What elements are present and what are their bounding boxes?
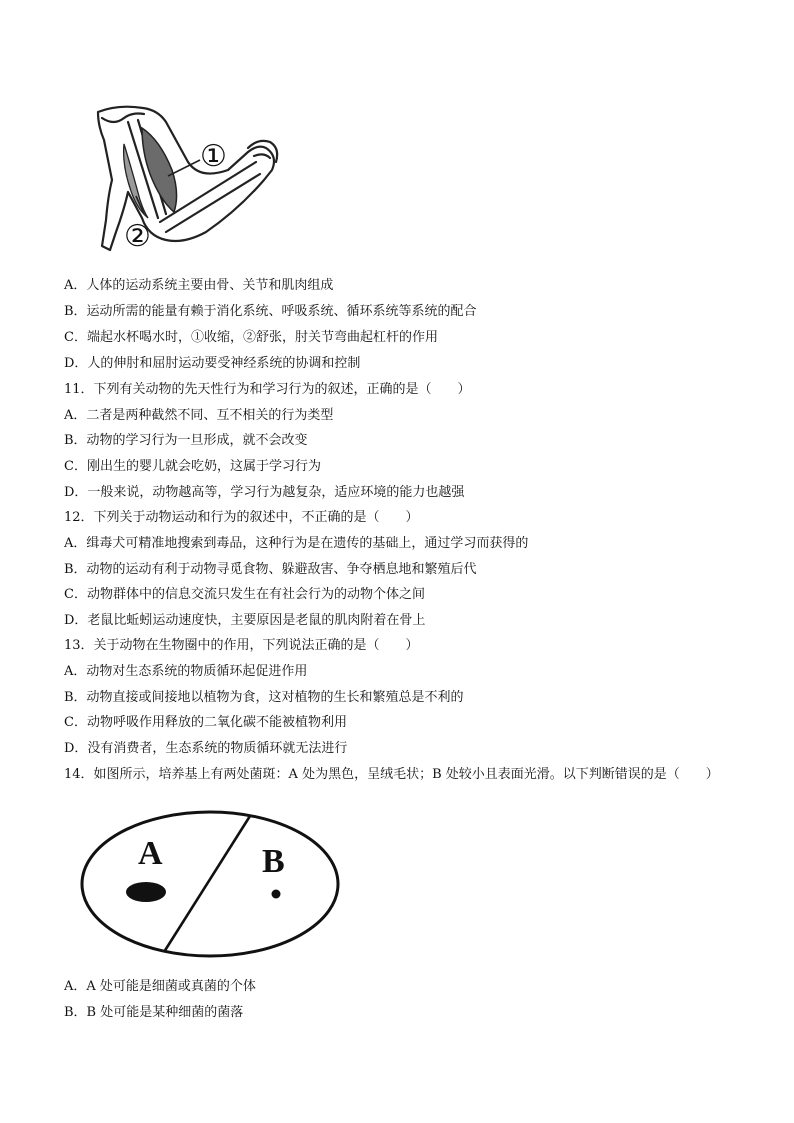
- dish-label-b: B: [262, 843, 285, 880]
- q13-option-d: D．没有消费者，生态系统的物质循环就无法进行: [64, 741, 348, 756]
- q12-option-a: A．缉毒犬可精准地搜索到毒品，这种行为是在遗传的基础上，通过学习而获得的: [64, 536, 529, 551]
- q13-option-b: B．动物直接或间接地以植物为食，这对植物的生长和繁殖总是不利的: [64, 690, 464, 705]
- q13-option-a: A．动物对生态系统的物质循环起促进作用: [64, 664, 308, 679]
- q10-option-a: A．人体的运动系统主要由骨、关节和肌肉组成: [64, 278, 334, 293]
- q12-option-d: D．老鼠比蚯蚓运动速度快，主要原因是老鼠的肌肉附着在骨上: [64, 613, 426, 628]
- dish-label-a: A: [138, 835, 163, 872]
- q12-stem: 12．下列关于动物运动和行为的叙述中，不正确的是（ ）: [64, 510, 419, 525]
- q11-option-b: B．动物的学习行为一旦形成，就不会改变: [64, 433, 308, 448]
- arm-muscle-figure: [88, 100, 284, 260]
- q11-option-d: D．一般来说，动物越高等，学习行为越复杂，适应环境的能力也越强: [64, 485, 465, 500]
- q10-option-d: D．人的伸肘和屈肘运动要受神经系统的协调和控制: [64, 356, 361, 371]
- q13-option-c: C．动物呼吸作用释放的二氧化碳不能被植物利用: [64, 715, 347, 730]
- q14-stem: 14．如图所示，培养基上有两处菌斑：A 处为黑色，呈绒毛状；B 处较小且表面光滑。以下判断错误的是（ ）: [64, 767, 719, 782]
- q13-stem: 13．关于动物在生物圈中的作用，下列说法正确的是（ ）: [64, 638, 419, 653]
- q11-option-a: A．二者是两种截然不同、互不相关的行为类型: [64, 408, 334, 423]
- arm-label-2: ②: [124, 219, 151, 254]
- q12-option-c: C．动物群体中的信息交流只发生在有社会行为的动物个体之间: [64, 587, 425, 602]
- petri-dish-figure: [62, 796, 358, 968]
- q14-option-a: A．A 处可能是细菌或真菌的个体: [64, 979, 256, 994]
- colony-a-black-spot: [126, 882, 166, 902]
- q14-option-b: B．B 处可能是某种细菌的菌落: [64, 1005, 244, 1020]
- q11-stem: 11．下列有关动物的先天性行为和学习行为的叙述，正确的是（ ）: [64, 382, 471, 397]
- q11-option-c: C．刚出生的婴儿就会吃奶，这属于学习行为: [64, 459, 321, 474]
- arm-label-1: ①: [200, 139, 227, 174]
- q12-option-b: B．动物的运动有利于动物寻觅食物、躲避敌害、争夺栖息地和繁殖后代: [64, 562, 477, 577]
- q10-option-c: C．端起水杯喝水时，①收缩，②舒张，肘关节弯曲起杠杆的作用: [64, 330, 438, 345]
- colony-b-small-dot: [272, 890, 281, 899]
- q10-option-b: B．运动所需的能量有赖于消化系统、呼吸系统、循环系统等系统的配合: [64, 304, 477, 319]
